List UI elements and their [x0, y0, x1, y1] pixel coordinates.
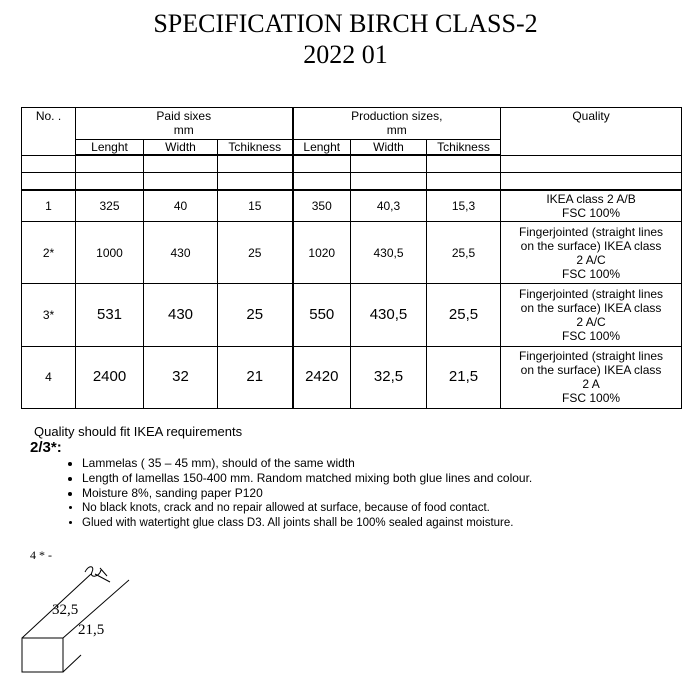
specification-table: [21, 107, 682, 409]
sketch-front-face: [22, 638, 63, 672]
sketch-dimension-width: 32,5: [52, 602, 79, 618]
header-prod-width: Width: [351, 140, 427, 156]
cell-paid-length: 531: [76, 284, 144, 346]
cell-paid-length: 325: [76, 190, 144, 221]
cell-prod-thickness: 25,5: [427, 284, 501, 346]
cell-prod-length: 550: [293, 284, 351, 346]
cell-no: 3*: [22, 284, 76, 346]
header-paid-length: Lenght: [76, 140, 144, 156]
cell-prod-length: 1020: [293, 222, 351, 284]
list-item: • Length of lamellas 150-400 mm. Random matched mixing both glue lines and colour.: [82, 471, 532, 486]
cell-paid-width: 430: [144, 222, 218, 284]
cell-paid-thickness: 21: [218, 346, 293, 408]
blank-row: [22, 173, 682, 191]
figure-label: 4 * -: [30, 548, 52, 562]
cell-prod-width: 430,5: [351, 222, 427, 284]
cell-paid-thickness: 25: [218, 222, 293, 284]
cell-no: 1: [22, 190, 76, 221]
list-item: • Lammelas ( 35 – 45 mm), should of the same width: [82, 456, 532, 471]
cell-prod-thickness: 25,5: [427, 222, 501, 284]
profile-sketch: [15, 560, 145, 678]
cell-quality: Fingerjointed (straight lines on the surface) IKEA class 2 A FSC 100%: [501, 346, 682, 408]
header-prod-thickness: Tchikness: [427, 140, 501, 156]
header-production-sizes: Production sizes, mm: [293, 108, 501, 140]
cell-prod-thickness: 21,5: [427, 346, 501, 408]
document-title: SPECIFICATION BIRCH CLASS-2: [153, 9, 538, 38]
blank-row: [22, 155, 682, 173]
cell-quality: Fingerjointed (straight lines on the surface) IKEA class 2 A/C FSC 100%: [501, 284, 682, 346]
quality-note: Quality should fit IKEA requirements: [34, 424, 243, 439]
cell-no: 2*: [22, 222, 76, 284]
list-item: • Moisture 8%, sanding paper P120: [82, 486, 532, 501]
header-prod-length: Lenght: [293, 140, 351, 156]
cell-quality: Fingerjointed (straight lines on the surface) IKEA class 2 A/C FSC 100%: [501, 222, 682, 284]
table-row: [22, 222, 682, 284]
cell-no: 4: [22, 346, 76, 408]
header-paid-thickness: Tchikness: [218, 140, 293, 156]
cell-prod-thickness: 15,3: [427, 190, 501, 221]
document-date: 2022 01: [303, 40, 388, 69]
cell-paid-length: 2400: [76, 346, 144, 408]
cell-paid-thickness: 15: [218, 190, 293, 221]
header-no: No. .: [22, 108, 76, 156]
cell-prod-length: 350: [293, 190, 351, 221]
table-row: [22, 190, 682, 221]
table-row: [22, 346, 682, 408]
sketch-scribble: [85, 567, 110, 582]
cell-paid-thickness: 25: [218, 284, 293, 346]
header-paid-sizes: Paid sixes mm: [76, 108, 293, 140]
cell-paid-length: 1000: [76, 222, 144, 284]
sketch-edge: [63, 655, 81, 672]
cell-quality: IKEA class 2 A/B FSC 100%: [501, 190, 682, 221]
header-quality: Quality: [501, 108, 682, 156]
cell-prod-length: 2420: [293, 346, 351, 408]
requirements-list: [62, 456, 532, 531]
cell-paid-width: 32: [144, 346, 218, 408]
list-item: • No black knots, crack and no repair allowed at surface, because of food contact.: [82, 501, 532, 516]
cell-prod-width: 32,5: [351, 346, 427, 408]
sketch-dimension-thickness: 21,5: [78, 622, 105, 638]
notes-subheading: 2/3*:: [30, 439, 62, 456]
table-row: [22, 284, 682, 346]
list-item: • Glued with watertight glue class D3. All joints shall be 100% sealed against moisture.: [82, 516, 532, 531]
cell-prod-width: 40,3: [351, 190, 427, 221]
header-paid-width: Width: [144, 140, 218, 156]
cell-paid-width: 40: [144, 190, 218, 221]
cell-prod-width: 430,5: [351, 284, 427, 346]
cell-paid-width: 430: [144, 284, 218, 346]
